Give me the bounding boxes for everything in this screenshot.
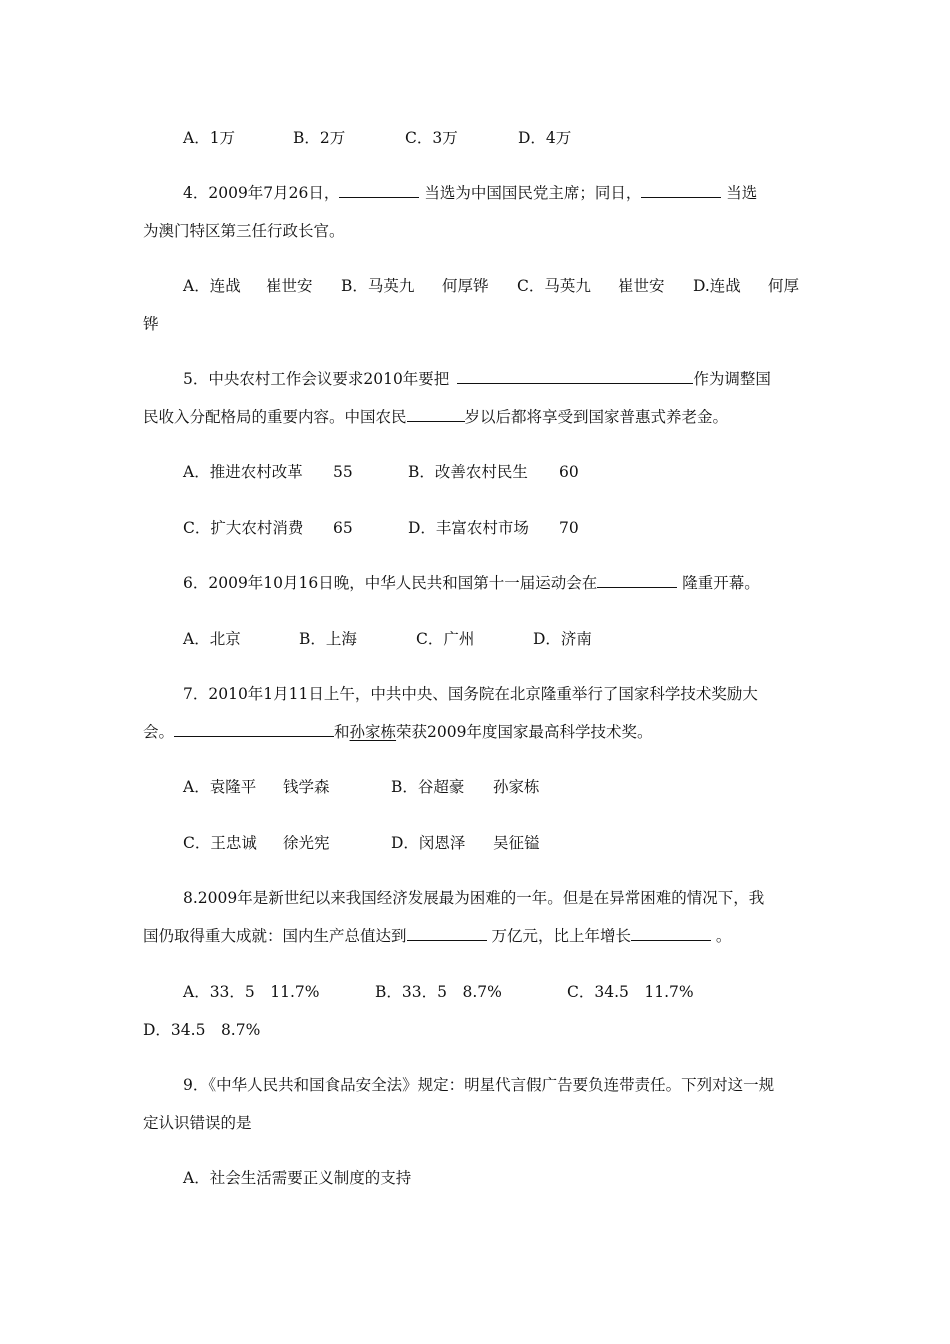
q5-option-c: C．扩大农村消费 <box>183 519 304 537</box>
q5-option-a: A．推进农村改革 <box>183 463 303 481</box>
q8-option-b: B．33．5 8.7% <box>375 983 502 1001</box>
q8-blank-1 <box>407 926 487 941</box>
q7-stem-line1: 7．2010年1月11日上午，中共中央、国务院在北京隆重举行了国家科学技术奖励大 <box>183 685 758 703</box>
q8-stem-line1: 8.2009年是新世纪以来我国经济发展最为困难的一年。但是在异常困难的情况下，我 <box>183 889 765 907</box>
q7-option-b: B．谷超豪 <box>391 778 465 796</box>
q4-blank-1 <box>339 183 419 198</box>
q8-blank-2 <box>631 926 711 941</box>
q6-option-c: C．广州 <box>416 630 475 648</box>
q5-options-row2: C．扩大农村消费 65 D．丰富农村市场 70 <box>183 519 579 537</box>
q6-option-b: B．上海 <box>299 630 357 648</box>
q3-option-d: D．4万 <box>518 129 572 147</box>
q6-option-a: A．北京 <box>183 630 241 648</box>
q4-blank-2 <box>641 183 721 198</box>
q6-options <box>183 629 683 649</box>
q6-blank <box>597 573 677 588</box>
q4-option-a: A．连战 <box>183 277 241 295</box>
q8-options <box>183 982 743 1002</box>
q4-option-b: B．马英九 <box>341 277 415 295</box>
q5-stem-line2: 民收入分配格局的重要内容。中国农民 岁以后都将享受到国家普惠式养老金。 <box>143 408 729 426</box>
q8-option-a: A．33．5 11.7% <box>183 983 320 1001</box>
q6-option-d: D．济南 <box>533 630 592 648</box>
q7-option-d: D．闵恩泽 <box>391 834 466 852</box>
q9-option-a: A．社会生活需要正义制度的支持 <box>183 1169 412 1187</box>
q3-option-a: A．1万 <box>183 129 236 147</box>
q4-option-c: C．马英九 <box>517 277 591 295</box>
q5-options-row1: A．推进农村改革 55 B．改善农村民生 60 <box>183 463 579 481</box>
q7-option-c: C．王忠诚 <box>183 834 257 852</box>
q5-option-d: D．丰富农村市场 <box>408 519 529 537</box>
q4-stem-line1: 4．2009年7月26日， 当选为中国国民党主席；同日， 当选 <box>183 184 758 202</box>
q9-stem-line2: 定认识错误的是 <box>143 1114 252 1132</box>
q7-stem-line2: 会。 和孙家栋荣获2009年度国家最高科学技术奖。 <box>143 723 653 741</box>
q8-option-d: D．34.5 8.7% <box>143 1021 261 1039</box>
q4-option-wrap: 铧 <box>143 315 159 333</box>
q5-stem-line1: 5．中央农村工作会议要求2010年要把 作为调整国 <box>183 370 771 388</box>
q4-option-d: D.连战 <box>693 277 741 295</box>
q5-blank-1 <box>457 369 693 384</box>
q7-options-row1: A．袁隆平 钱学森 B．谷超豪 孙家栋 <box>183 778 540 796</box>
q3-option-b: B．2万 <box>293 129 346 147</box>
q7-option-a: A．袁隆平 <box>183 778 257 796</box>
q3-option-c: C．3万 <box>405 129 458 147</box>
q8-option-c: C．34.5 11.7% <box>567 983 694 1001</box>
q6-stem: 6．2009年10月16日晚，中华人民共和国第十一届运动会在 隆重开幕。 <box>183 574 760 592</box>
q7-blank <box>174 722 334 737</box>
q4-stem-line2: 为澳门特区第三任行政长官。 <box>143 222 345 240</box>
q7-options-row2: C．王忠诚 徐光宪 D．闵恩泽 吴征镒 <box>183 834 540 852</box>
q5-option-b: B．改善农村民生 <box>408 463 528 481</box>
q8-stem-line2: 国仍取得重大成就：国内生产总值达到 万亿元，比上年增长 。 <box>143 927 732 945</box>
q9-stem-line1: 9．《中华人民共和国食品安全法》规定：明星代言假广告要负连带责任。下列对这一规 <box>183 1076 775 1094</box>
q7-underlined-name: 孙家栋 <box>349 723 397 741</box>
q4-options: A．连战 崔世安 B．马英九 何厚铧 C．马英九 崔世安 D.连战 何厚 <box>183 277 800 295</box>
q5-blank-2 <box>407 407 465 422</box>
